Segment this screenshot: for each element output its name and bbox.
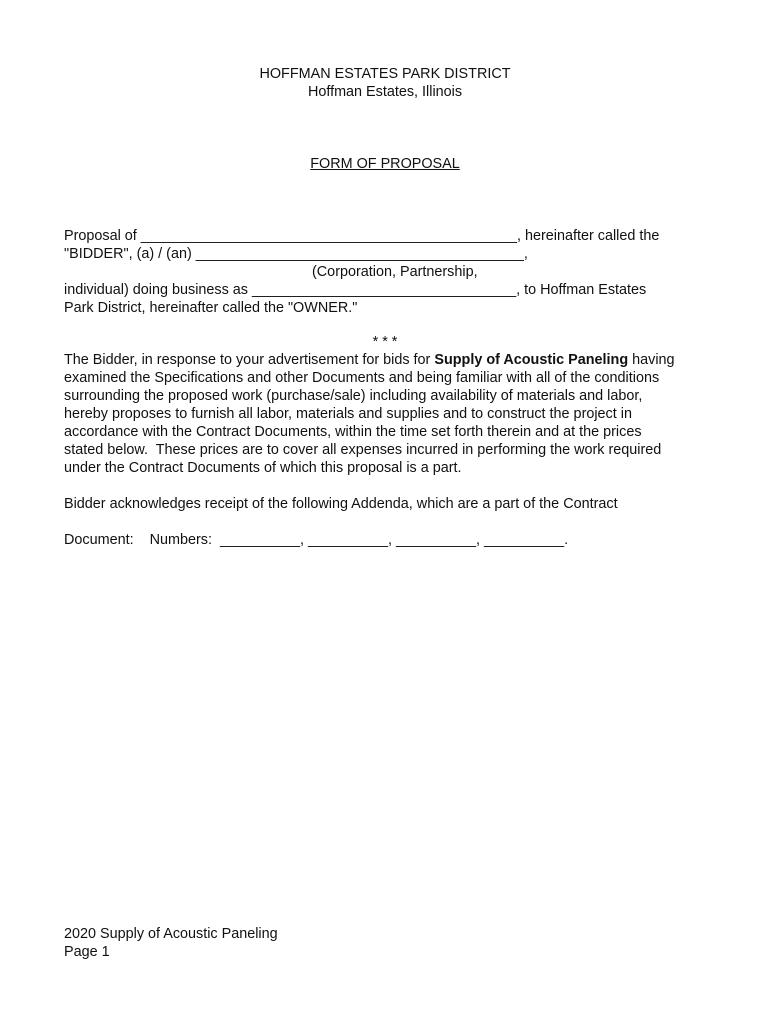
addenda-line-1: Bidder acknowledges receipt of the following Addenda, which are a part of the Contract [64, 496, 618, 512]
proposal-line-1: Proposal of _______________________________________________, hereinafter called the [64, 228, 660, 244]
proposal-line-3: (Corporation, Partnership, [312, 264, 478, 280]
form-title [0, 155, 770, 173]
org-location: Hoffman Estates, Illinois [307, 84, 463, 100]
body-line-4: hereby proposes to furnish all labor, materials and supplies and to construct the project in [64, 406, 632, 422]
body-line-6: stated below. These prices are to cover all expenses incurred in performing the work required [64, 442, 662, 458]
proposal-line-4: individual) doing business as _________________________________, to Hoffman Estates [64, 282, 647, 298]
addenda-line-2: Document: Numbers: __________, __________, __________, __________. [64, 532, 569, 548]
body-line-5: accordance with the Contract Documents, within the time set forth therein and at the prices [64, 424, 642, 440]
body-line-3: surrounding the proposed work (purchase/sale) including availability of materials and labor, [64, 388, 643, 404]
form-title-text: FORM OF PROPOSAL [310, 156, 460, 172]
footer-title: 2020 Supply of Acoustic Paneling [64, 926, 278, 942]
proposal-line-2: "BIDDER", (a) / (an) _________________________________________, [64, 246, 528, 262]
project-name: Supply of Acoustic Paneling [434, 352, 629, 368]
page-number: Page 1 [64, 944, 110, 960]
body-line-1 [64, 351, 675, 369]
body-line-2: examined the Specifications and other Documents and being familiar with all of the conditions [64, 370, 660, 386]
org-name: HOFFMAN ESTATES PARK DISTRICT [259, 66, 511, 82]
proposal-line-5: Park District, hereinafter called the "OWNER." [64, 300, 358, 316]
body-line-1-post: having [628, 352, 675, 368]
body-line-1-pre: The Bidder, in response to your advertisement for bids for [64, 352, 435, 368]
separator: * * * [372, 334, 398, 350]
body-line-7: under the Contract Documents of which this proposal is a part. [64, 460, 462, 476]
